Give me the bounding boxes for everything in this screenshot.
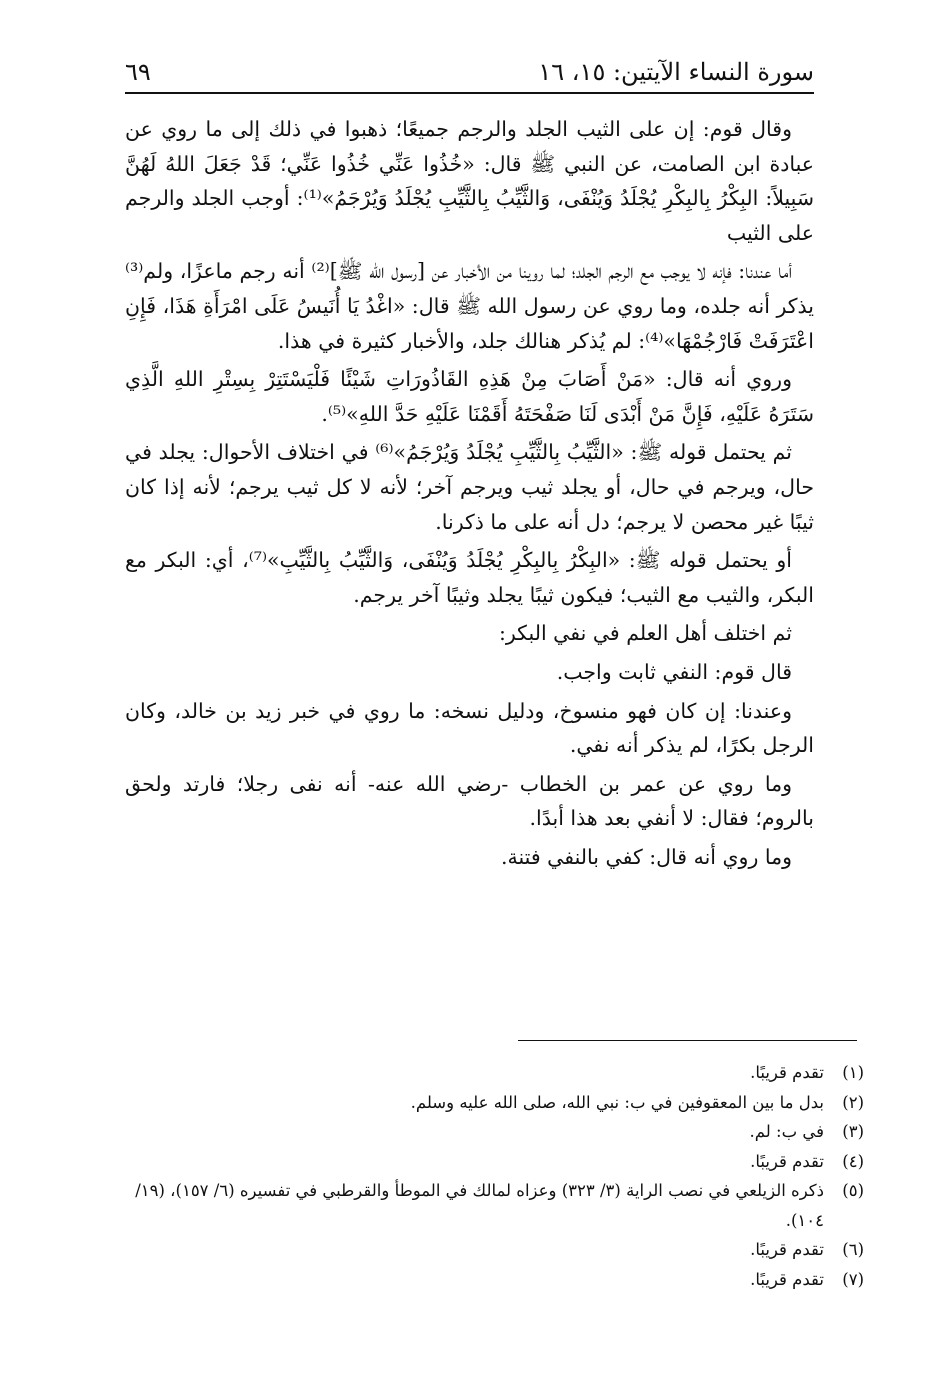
paragraph: قال قوم: النفي ثابت واجب. (556, 659, 792, 684)
paragraph: وما روي عن عمر بن الخطاب -رضي الله عنه- أنه نفى رجلا؛ فارتد ولحق بالروم؛ فقال: لا أنفي بعد هذا أبدًا. (125, 771, 814, 831)
footnote-text: تقدم قريبًا. (750, 1151, 824, 1171)
footnote-number: (٣) (842, 1122, 864, 1141)
page-number: ٦٩ (125, 58, 151, 86)
paragraph: ثم يحتمل قوله ﷺ: «الثَّيِّبُ بِالثَّيِّبِ يُجْلَدُ وَيُرْجَمُ»⁽⁶⁾ في اختلاف الأحوال: يجلد في حال، ويرجم في حال، أو يجلد ثيب ويرجم آخر؛ لأنه لا كل ثيب يرجم؛ لأنه إذا كان ثيبًا غير محصن لا يرجم؛ دل أنه على ما ذكرنا. (125, 440, 814, 534)
paragraph: أما عندنا: فإنه لا يوجب مع الرجم الجلد؛ لما روينا من الأخبار عن [رسول الله ﷺ]⁽²⁾ أنه رجم ماعزًا، ولم⁽³⁾ يذكر أنه جلده، وما روي عن رسول الله ﷺ قال: «اغْدُ يَا أُنَيسُ عَلَى امْرَأَةِ هَذَا، فَإِنِ اعْتَرَفَتْ فَارْجُمْهَا»⁽⁴⁾: لم يُذكر هنالك جلد، والأخبار كثيرة في هذا. (125, 259, 814, 353)
footnote-item (125, 1088, 864, 1118)
footnote-number: (٧) (842, 1269, 864, 1289)
paragraph: ثم اختلف أهل العلم في نفي البكر: (498, 621, 792, 646)
paragraph: وقال قوم: إن على الثيب الجلد والرجم جميعًا؛ ذهبوا في ذلك إلى ما روي عن عبادة ابن الصامت، عن النبي ﷺ قال: «خُذُوا عَنِّي خُذُوا عَنِّي؛ قَدْ جَعَلَ اللهُ لَهُنَّ سَبِيلاً: البِكْرُ بِالبِكْرِ يُجْلَدُ وَيُنْفَى، وَالثَّيِّبُ بِالثَّيِّبِ يُجْلَدُ وَيُرْجَمُ»⁽¹⁾: أوجب الجلد والرجم على الثيب (125, 117, 815, 245)
page-header (125, 52, 814, 94)
footnote-separator (518, 1040, 857, 1041)
footnote-text: بدل ما بين المعقوفين في ب: نبي الله، صلى الله عليه وسلم. (410, 1092, 824, 1112)
footnote-number: (١) (842, 1063, 864, 1082)
footnote-item (125, 1147, 864, 1177)
footnote-number: (٤) (842, 1151, 864, 1171)
paragraph: وعندنا: إن كان فهو منسوخ، ودليل نسخه: ما روي في خبر زيد بن خالد، وكان الرجل بكرًا، لم يذكر أنه نفي. (125, 698, 814, 758)
footnote-text: تقدم قريبًا. (750, 1240, 824, 1259)
footnote-item (125, 1117, 864, 1147)
paragraph: وما روي أنه قال: كفي بالنفي فتنة. (500, 844, 792, 869)
footnote-item (125, 1235, 864, 1265)
footnote-number: (٥) (842, 1181, 864, 1200)
footnotes (125, 1058, 864, 1294)
running-title: سورة النساء الآيتين: ١٥، ١٦ (538, 58, 814, 86)
main-text (125, 112, 814, 878)
paragraph: وروي أنه قال: «مَنْ أَصَابَ مِنْ هَذِهِ القَاذُورَاتِ شَيْئًا فَلْيَسْتَتِرْ بِسِتْرِ اللهِ الَّذِي سَتَرَهُ عَلَيْهِ، فَإِنَّ مَنْ أَبْدَى لَنَا صَفْحَتَهُ أَقَمْنَا عَلَيْهِ حَدَّ اللهِ»⁽⁵⁾. (125, 367, 814, 426)
footnote-item (125, 1265, 864, 1295)
footnote-number: (٢) (842, 1092, 864, 1112)
footnote-text: تقدم قريبًا. (750, 1063, 824, 1082)
footnote-item (125, 1176, 864, 1235)
footnote-item (125, 1058, 864, 1088)
paragraph: أو يحتمل قوله ﷺ: «البِكْرُ بِالبِكْرِ يُجْلَدُ وَيُنْفَى، وَالثَّيِّبُ بِالثَّيِّبِ»⁽⁷⁾، أي: البكر مع البكر، والثيب مع الثيب؛ فيكون ثيبًا يجلد وثيبًا آخر يرجم. (125, 548, 814, 607)
footnote-text: ذكره الزيلعي في نصب الراية (٣/ ٣٢٣) وعزاه لمالك في الموطأ والقرطبي في تفسيره (٦/ ١٥٧)، (١٩/ ١٠٤). (135, 1181, 824, 1230)
footnote-number: (٦) (842, 1240, 864, 1259)
footnote-text: في ب: لم. (749, 1122, 824, 1141)
footnote-text: تقدم قريبًا. (750, 1269, 824, 1289)
